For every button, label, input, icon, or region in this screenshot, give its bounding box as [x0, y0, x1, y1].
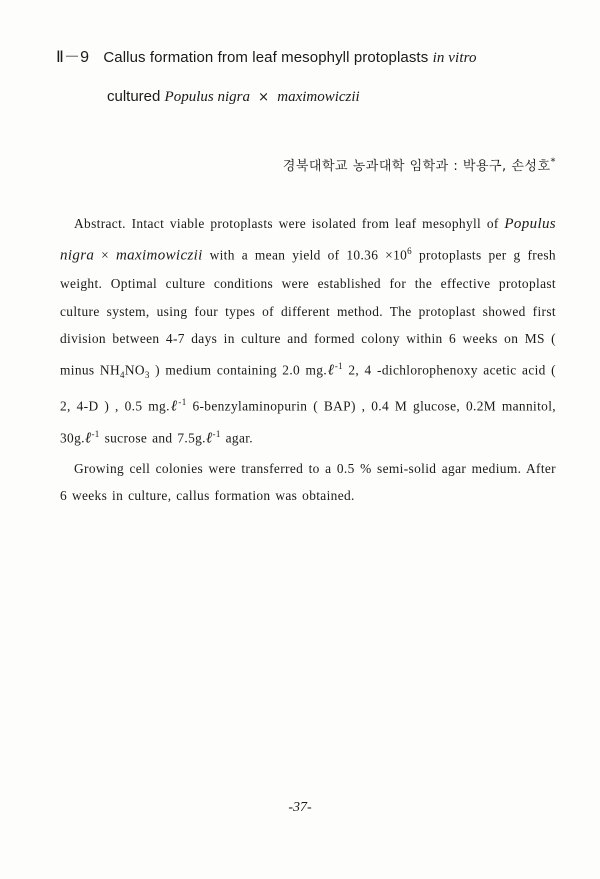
- title-species-genus: Populus nigra: [164, 89, 250, 105]
- no3-text: NO: [124, 361, 145, 377]
- abstract-species-genus: Populus nigra: [60, 216, 556, 264]
- title-cross-symbol: ×: [258, 90, 270, 105]
- abstract-text-4: ) medium containing 2.0 mg.: [155, 361, 328, 377]
- title-text: Callus formation from leaf mesophyll protoplasts: [103, 49, 429, 66]
- unit-liter-2: ℓ: [169, 398, 179, 415]
- exponent-neg1-3: -1: [91, 428, 100, 439]
- abstract-text-5: 2, 4 -dichlorophenoxy acetic acid ( 2, 4-D ) , 0.5 mg.: [60, 361, 556, 414]
- abstract-body: [60, 210, 556, 510]
- abstract-paragraph-1: [60, 210, 556, 453]
- exponent-neg1-4: -1: [212, 428, 221, 439]
- exponent-neg1-2: -1: [178, 397, 187, 408]
- yield-exponent: 6: [407, 246, 413, 257]
- title-cultured: cultured: [107, 88, 161, 105]
- affiliation-text: 경북대학교 농과대학 임학과 : 박용구, 손성호: [282, 159, 551, 174]
- section-number: Ⅱ－9: [56, 49, 90, 66]
- page-number: -37-: [288, 800, 312, 815]
- unit-liter-4: ℓ: [205, 430, 213, 447]
- title-line-1: [56, 44, 576, 67]
- abstract-species-other: maximowiczii: [115, 247, 203, 264]
- unit-liter-1: ℓ: [327, 361, 335, 378]
- title-in-vitro: in vitro: [432, 50, 477, 66]
- abstract-text-8: agar.: [225, 430, 254, 446]
- unit-liter-3: ℓ: [84, 430, 92, 447]
- abstract-text-2: with a mean yield of 10.36 ×10: [209, 247, 408, 263]
- author-affiliation: [283, 155, 556, 174]
- exponent-neg1-1: -1: [334, 360, 343, 371]
- nh4-subscript: 4: [119, 369, 125, 380]
- title-species-other: maximowiczii: [277, 89, 360, 105]
- corresponding-mark: *: [550, 156, 556, 168]
- title-line-2: [107, 88, 567, 106]
- abstract-text-3: protoplasts per g fresh weight. Optimal culture conditions were established for the effective protoplast culture system, using four types of different method. The protoplast showed first division between 4-7 days in culture and formed colony within 6 weeks on MS ( minus NH: [60, 247, 556, 377]
- abstract-paragraph-2: Growing cell colonies were transferred to a 0.5 % semi-solid agar medium. After 6 weeks in culture, callus formation was obtained.: [60, 460, 556, 504]
- abstract-text-6: 6-benzylaminopurin ( BAP) , 0.4 M glucose, 0.2M mannitol, 30g.: [60, 398, 556, 446]
- abstract-text-1: Intact viable protoplasts were isolated from leaf mesophyll of: [131, 216, 499, 231]
- abstract-text-7: sucrose and 7.5g.: [104, 430, 206, 446]
- abstract-label: Abstract.: [74, 216, 126, 231]
- no3-subscript: 3: [144, 369, 150, 380]
- abstract-cross-symbol: ×: [101, 247, 110, 263]
